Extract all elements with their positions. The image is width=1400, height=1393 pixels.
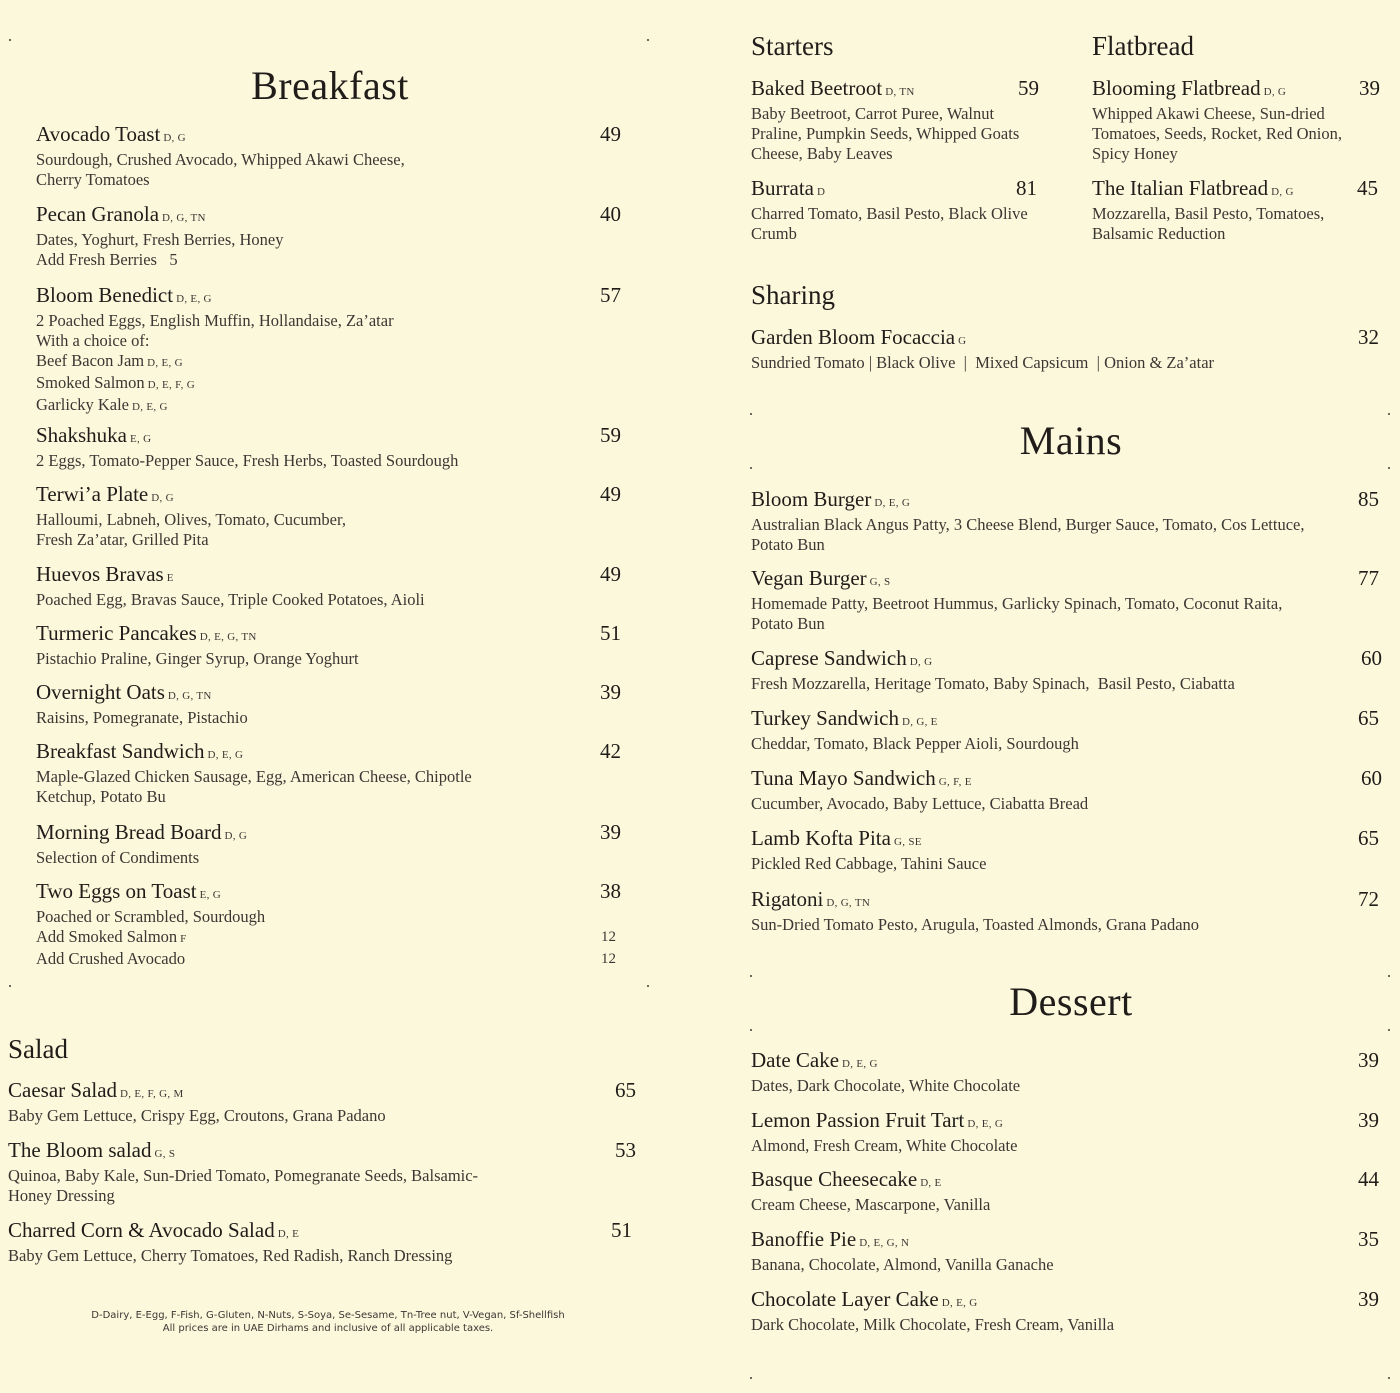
item-price: 40 (600, 202, 621, 226)
allergen-tags: D, E, G (842, 1058, 878, 1070)
item-description: Halloumi, Labneh, Olives, Tomato, Cucumber, (36, 510, 346, 529)
item-description: Banana, Chocolate, Almond, Vanilla Ganache (751, 1255, 1054, 1274)
choice-line (36, 351, 626, 373)
menu-item-lemon-passion-fruit-tart (751, 1108, 1379, 1156)
item-description: Potato Bun (751, 614, 825, 633)
item-name: Caprese Sandwich (751, 646, 907, 670)
item-name: The Bloom salad (8, 1138, 152, 1162)
item-description: Sourdough, Crushed Avocado, Whipped Akawi Cheese, (36, 150, 405, 169)
item-price: 60 (1361, 646, 1382, 670)
menu-item-huevos-bravas (36, 562, 626, 610)
item-name: Bloom Burger (751, 487, 872, 511)
item-name: Lamb Kofta Pita (751, 826, 891, 850)
item-description: Sun-Dried Tomato Pesto, Arugula, Toasted Almonds, Grana Padano (751, 915, 1200, 934)
price-note: All prices are in UAE Dirhams and inclusive of all applicable taxes. (162, 1323, 494, 1334)
menu-item-two-eggs-on-toast (36, 879, 626, 969)
item-price: 60 (1361, 766, 1382, 790)
menu-item-charred-corn-salad (8, 1218, 636, 1266)
item-price: 72 (1358, 887, 1379, 911)
item-price: 59 (600, 423, 621, 447)
item-name: Bloom Benedict (36, 283, 174, 307)
item-price: 49 (600, 562, 621, 586)
addon-price: 12 (601, 929, 616, 945)
allergen-tags: D, G (224, 830, 248, 842)
allergen-tags: D, G (1263, 86, 1287, 98)
item-price: 39 (1359, 76, 1380, 100)
menu-item-bloom-burger (751, 487, 1379, 555)
item-price: 59 (1018, 76, 1039, 100)
item-description: Dates, Yoghurt, Fresh Berries, Honey (36, 230, 284, 249)
item-name: Avocado Toast (36, 122, 161, 146)
menu-item-bloom-salad (8, 1138, 636, 1206)
choice-line (36, 373, 626, 395)
item-description: Maple-Glazed Chicken Sausage, Egg, American Cheese, Chipotle (36, 767, 472, 786)
item-description: Crumb (751, 224, 797, 243)
item-description: Fresh Za’atar, Grilled Pita (36, 530, 209, 549)
allergen-tags: D, G (151, 492, 174, 504)
allergen-tags: D, TN (885, 86, 915, 98)
menu-item-date-cake (751, 1048, 1379, 1096)
allergen-tags: D (816, 186, 826, 198)
item-price: 32 (1358, 325, 1379, 349)
allergen-tags: D, E, G (132, 401, 168, 413)
addon-label: Add Fresh Berries (36, 250, 157, 269)
choice-label: Smoked Salmon (36, 373, 145, 392)
item-name: Shakshuka (36, 423, 127, 447)
item-description: Pistachio Praline, Ginger Syrup, Orange Yoghurt (36, 649, 359, 668)
menu-item-turkey-sandwich (751, 706, 1379, 754)
crop-mark (1388, 413, 1390, 415)
allergen-tags: D, G, TN (826, 897, 871, 909)
item-name: Terwi’a Plate (36, 482, 149, 506)
item-price: 49 (600, 122, 621, 146)
menu-item-vegan-burger (751, 566, 1379, 634)
item-name: Basque Cheesecake (751, 1167, 918, 1191)
menu-item-rigatoni (751, 887, 1379, 935)
item-price: 65 (1358, 706, 1379, 730)
item-name: Blooming Flatbread (1092, 76, 1261, 100)
salad-title: Salad (8, 1034, 68, 1064)
crop-mark (750, 975, 752, 977)
item-description: Poached or Scrambled, Sourdough (36, 907, 266, 926)
item-name: Pecan Granola (36, 202, 160, 226)
item-description: Baby Gem Lettuce, Cherry Tomatoes, Red Radish, Ranch Dressing (8, 1246, 453, 1265)
item-name: Lemon Passion Fruit Tart (751, 1108, 965, 1132)
menu-item-tuna-mayo-sandwich (751, 766, 1382, 814)
item-name: Morning Bread Board (36, 820, 222, 844)
menu-item-italian-flatbread (1092, 176, 1380, 244)
item-price: 65 (615, 1078, 636, 1102)
item-name: Two Eggs on Toast (36, 879, 197, 903)
allergen-tags: D, E, G (967, 1118, 1004, 1130)
item-name: Vegan Burger (751, 566, 867, 590)
item-description: Baby Gem Lettuce, Crispy Egg, Croutons, Grana Padano (8, 1106, 386, 1125)
item-description: Sundried Tomato | Black Olive | Mixed Capsicum | Onion & Za’atar (751, 353, 1215, 372)
allergen-tags: D, G, E (901, 716, 938, 728)
allergen-tags: D, G (1271, 186, 1294, 198)
item-price: 57 (600, 283, 621, 307)
item-description: Quinoa, Baby Kale, Sun-Dried Tomato, Pomegranate Seeds, Balsamic- (8, 1166, 479, 1185)
addon-label: Add Smoked Salmon (36, 927, 178, 946)
item-price: 49 (600, 482, 621, 506)
item-description: Cheddar, Tomato, Black Pepper Aioli, Sourdough (751, 734, 1079, 753)
item-price: 35 (1358, 1227, 1379, 1251)
allergen-tags: D, G, TN (162, 212, 206, 224)
item-description: 2 Eggs, Tomato-Pepper Sauce, Fresh Herbs, Toasted Sourdough (36, 451, 459, 470)
addon-line (36, 927, 626, 949)
item-price: 53 (615, 1138, 636, 1162)
item-name: Caesar Salad (8, 1078, 118, 1102)
allergen-tags: D, E, G (941, 1297, 978, 1309)
breakfast-title: Breakfast (251, 63, 409, 108)
allergen-tags: G, S (869, 576, 891, 588)
item-description: Charred Tomato, Basil Pesto, Black Olive (751, 204, 1028, 223)
menu-item-chocolate-layer-cake (751, 1287, 1379, 1335)
menu-item-pecan-granola (36, 202, 626, 270)
addon-line (36, 250, 626, 270)
crop-mark (750, 1377, 752, 1379)
starters-title: Starters (751, 31, 834, 61)
allergen-tags: D, G, TN (167, 690, 212, 702)
menu-item-garden-bloom-focaccia (751, 325, 1379, 373)
item-description: Honey Dressing (8, 1186, 115, 1205)
choice-line (36, 395, 626, 417)
item-name: Breakfast Sandwich (36, 739, 205, 763)
menu-item-lamb-kofta-pita (751, 826, 1379, 874)
item-price: 38 (600, 879, 621, 903)
item-description: Fresh Mozzarella, Heritage Tomato, Baby Spinach, Basil Pesto, Ciabatta (751, 674, 1235, 693)
allergen-tags: D, E, G (176, 293, 212, 305)
item-name: Burrata (751, 176, 814, 200)
crop-mark (647, 985, 649, 987)
menu-item-morning-bread-board (36, 820, 626, 868)
addon-price: 12 (601, 951, 616, 967)
allergen-tags: D, E, G (874, 497, 911, 509)
crop-mark (750, 467, 752, 469)
addon-price: 5 (169, 250, 178, 269)
allergen-key: D-Dairy, E-Egg, F-Fish, G-Gluten, N-Nuts, S-Soya, Se-Sesame, Tn-Tree nut, V-Vegan, Sf-Shellfish (91, 1310, 565, 1321)
item-description: Dates, Dark Chocolate, White Chocolate (751, 1076, 1021, 1095)
allergen-tags: E, G (130, 433, 152, 445)
dessert-title: Dessert (1009, 979, 1133, 1024)
item-description: Raisins, Pomegranate, Pistachio (36, 708, 248, 727)
allergen-tags: D, E, G, N (859, 1237, 910, 1249)
crop-mark (647, 39, 649, 41)
allergen-tags: D, E (277, 1228, 300, 1240)
item-price: 39 (1358, 1048, 1379, 1072)
item-description: Praline, Pumpkin Seeds, Whipped Goats (751, 124, 1020, 143)
item-name: Chocolate Layer Cake (751, 1287, 939, 1311)
addon-label: Add Crushed Avocado (36, 949, 186, 968)
item-price: 44 (1358, 1167, 1379, 1191)
item-description: Spicy Honey (1092, 144, 1178, 163)
item-description: Balsamic Reduction (1092, 224, 1226, 243)
allergen-tags: G, S (154, 1148, 176, 1160)
allergen-tags: D, E (920, 1177, 942, 1189)
allergen-tags: D, E, F, G (147, 379, 195, 391)
menu-item-overnight-oats (36, 680, 626, 728)
menu-item-caprese-sandwich (751, 646, 1382, 694)
item-description: Potato Bun (751, 535, 825, 554)
item-price: 77 (1358, 566, 1379, 590)
allergen-tags: D, E, G, TN (199, 631, 257, 643)
crop-mark (1388, 467, 1390, 469)
sharing-title: Sharing (751, 280, 835, 310)
allergen-tags: E (166, 572, 174, 584)
item-description: Homemade Patty, Beetroot Hummus, Garlicky Spinach, Tomato, Coconut Raita, (751, 594, 1283, 613)
menu-item-bloom-benedict (36, 283, 626, 417)
menu-item-shakshuka (36, 423, 626, 471)
item-name: Garden Bloom Focaccia (751, 325, 956, 349)
menu-item-banoffie-pie (751, 1227, 1379, 1275)
item-description: Cheese, Baby Leaves (751, 144, 893, 163)
item-description: Almond, Fresh Cream, White Chocolate (751, 1136, 1018, 1155)
item-name: Charred Corn & Avocado Salad (8, 1218, 275, 1242)
item-description: Baby Beetroot, Carrot Puree, Walnut (751, 104, 995, 123)
item-price: 85 (1358, 487, 1379, 511)
item-description: Pickled Red Cabbage, Tahini Sauce (751, 854, 987, 873)
item-description: Dark Chocolate, Milk Chocolate, Fresh Cream, Vanilla (751, 1315, 1115, 1334)
flatbread-title: Flatbread (1092, 31, 1194, 61)
crop-mark (1388, 975, 1390, 977)
item-name: The Italian Flatbread (1092, 176, 1269, 200)
item-price: 39 (1358, 1287, 1379, 1311)
allergen-tags: D, E, F, G, M (120, 1088, 184, 1100)
allergen-tags: G, SE (893, 836, 922, 848)
item-name: Banoffie Pie (751, 1227, 857, 1251)
item-price: 39 (600, 820, 621, 844)
item-price: 42 (600, 739, 621, 763)
allergen-tags: D, E, G (147, 357, 183, 369)
menu-item-basque-cheesecake (751, 1167, 1379, 1215)
menu-item-turmeric-pancakes (36, 621, 626, 669)
mains-title: Mains (1019, 418, 1123, 463)
item-description: Whipped Akawi Cheese, Sun-dried (1092, 104, 1325, 123)
item-description: Australian Black Angus Patty, 3 Cheese Blend, Burger Sauce, Tomato, Cos Lettuce, (751, 515, 1305, 534)
menu-item-terwia-plate (36, 482, 626, 550)
menu-item-baked-beetroot (751, 76, 1041, 164)
item-name: Baked Beetroot (751, 76, 883, 100)
item-name: Date Cake (751, 1048, 840, 1072)
crop-mark (1388, 1029, 1390, 1031)
item-description: 2 Poached Eggs, English Muffin, Hollandaise, Za’atar (36, 311, 394, 330)
item-name: Rigatoni (751, 887, 824, 911)
item-name: Overnight Oats (36, 680, 165, 704)
addon-line (36, 949, 626, 969)
item-description: Poached Egg, Bravas Sauce, Triple Cooked Potatoes, Aioli (36, 590, 425, 609)
menu-item-burrata (751, 176, 1041, 244)
crop-mark (1388, 1377, 1390, 1379)
item-description: Cherry Tomatoes (36, 170, 150, 189)
item-description: Ketchup, Potato Bu (36, 787, 166, 806)
item-name: Tuna Mayo Sandwich (751, 766, 936, 790)
menu-item-blooming-flatbread (1092, 76, 1380, 164)
item-price: 51 (600, 621, 621, 645)
crop-mark (750, 1029, 752, 1031)
item-price: 51 (611, 1218, 632, 1242)
item-price: 39 (600, 680, 621, 704)
crop-mark (9, 39, 11, 41)
item-price: 39 (1358, 1108, 1379, 1132)
allergen-tags: G, F, E (938, 776, 972, 788)
allergen-tags: D, E, G (207, 749, 244, 761)
menu-item-avocado-toast (36, 122, 626, 190)
item-description: Selection of Condiments (36, 848, 200, 867)
item-name: Huevos Bravas (36, 562, 164, 586)
item-name: Turmeric Pancakes (36, 621, 197, 645)
allergen-tags: G (958, 335, 967, 347)
choice-label: Beef Bacon Jam (36, 351, 145, 370)
menu-item-caesar-salad (8, 1078, 636, 1126)
allergen-tags: F (180, 933, 187, 945)
item-description: Cucumber, Avocado, Baby Lettuce, Ciabatta Bread (751, 794, 1089, 813)
menu-item-breakfast-sandwich (36, 739, 626, 807)
item-price: 81 (1016, 176, 1037, 200)
item-description: Mozzarella, Basil Pesto, Tomatoes, (1092, 204, 1325, 223)
allergen-tags: D, G (163, 132, 186, 144)
crop-mark (9, 985, 11, 987)
item-description: Tomatoes, Seeds, Rocket, Red Onion, (1092, 124, 1342, 143)
item-description: With a choice of: (36, 331, 150, 350)
item-description: Cream Cheese, Mascarpone, Vanilla (751, 1195, 991, 1214)
crop-mark (750, 413, 752, 415)
item-name: Turkey Sandwich (751, 706, 899, 730)
allergen-tags: D, G (909, 656, 933, 668)
allergen-tags: E, G (199, 889, 221, 901)
menu-footer (40, 1309, 616, 1335)
item-price: 65 (1358, 826, 1379, 850)
choice-label: Garlicky Kale (36, 395, 129, 414)
item-price: 45 (1357, 176, 1378, 200)
